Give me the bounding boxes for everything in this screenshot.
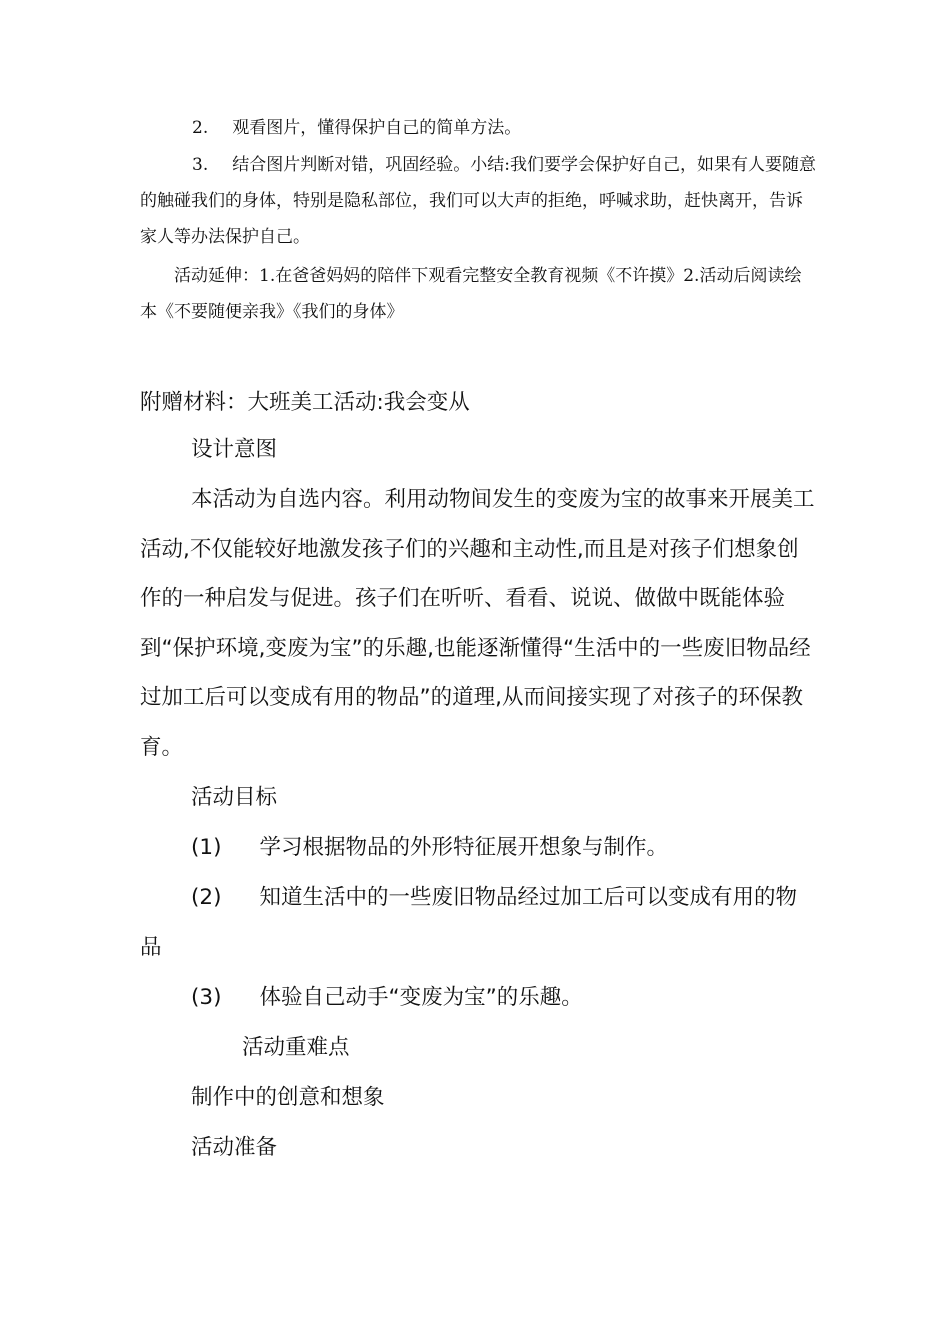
goal-item-3 — [140, 973, 818, 1023]
attachment-title: 附赠材料：大班美工活动:我会变从 — [140, 390, 470, 415]
list-item-number: 3. — [192, 155, 209, 175]
goal-item-2 — [140, 873, 818, 972]
section-heading-goals: 活动目标 — [191, 785, 278, 810]
list-item-2 — [140, 110, 818, 146]
list-item-text: 观看图片，懂得保护自己的简单方法。 — [232, 118, 522, 138]
list-item-text: 结合图片判断对错，巩固经验。小结:我们要学会保护好自己，如果有人要随意的触碰我们的身体，特别是隐私部位，我们可以大声的拒绝，呼喊求助，赶快离开，告诉家人等办法保护自己。 — [140, 155, 816, 247]
section-heading-key-points: 活动重难点 — [242, 1035, 350, 1060]
list-item-number: 2. — [192, 118, 209, 138]
goal-text: 学习根据物品的外形特征展开想象与制作。 — [259, 835, 668, 860]
key-points-text: 制作中的创意和想象 — [191, 1085, 385, 1110]
section-heading-preparation: 活动准备 — [191, 1135, 278, 1160]
goal-text: 体验自己动手“变废为宝”的乐趣。 — [259, 985, 583, 1010]
goal-number: (3) — [191, 985, 222, 1010]
goal-item-1 — [140, 823, 818, 873]
goal-number: (2) — [191, 885, 222, 910]
goal-text: 知道生活中的一些废旧物品经过加工后可以变成有用的物品 — [140, 885, 797, 960]
list-item-3 — [140, 147, 818, 255]
goal-number: (1) — [191, 835, 222, 860]
activity-extension: 活动延伸：1.在爸爸妈妈的陪伴下观看完整安全教育视频《不许摸》2.活动后阅读绘本《不要随便亲我》《我们的身体》 — [140, 266, 802, 322]
section-heading-design: 设计意图 — [191, 437, 278, 462]
design-intent-paragraph: 本活动为自选内容。利用动物间发生的变废为宝的故事来开展美工活动,不仅能较好地激发孩子们的兴趣和主动性,而且是对孩子们想象创作的一种启发与促进。孩子们在听听、看看、说说、做做中既能体验到“保护环境,变废为宝”的乐趣,也能逐渐懂得“生活中的一些废旧物品经过加工后可以变成有用的物品”的道理,从而间接实现了对孩子的环保教育。 — [140, 487, 815, 760]
